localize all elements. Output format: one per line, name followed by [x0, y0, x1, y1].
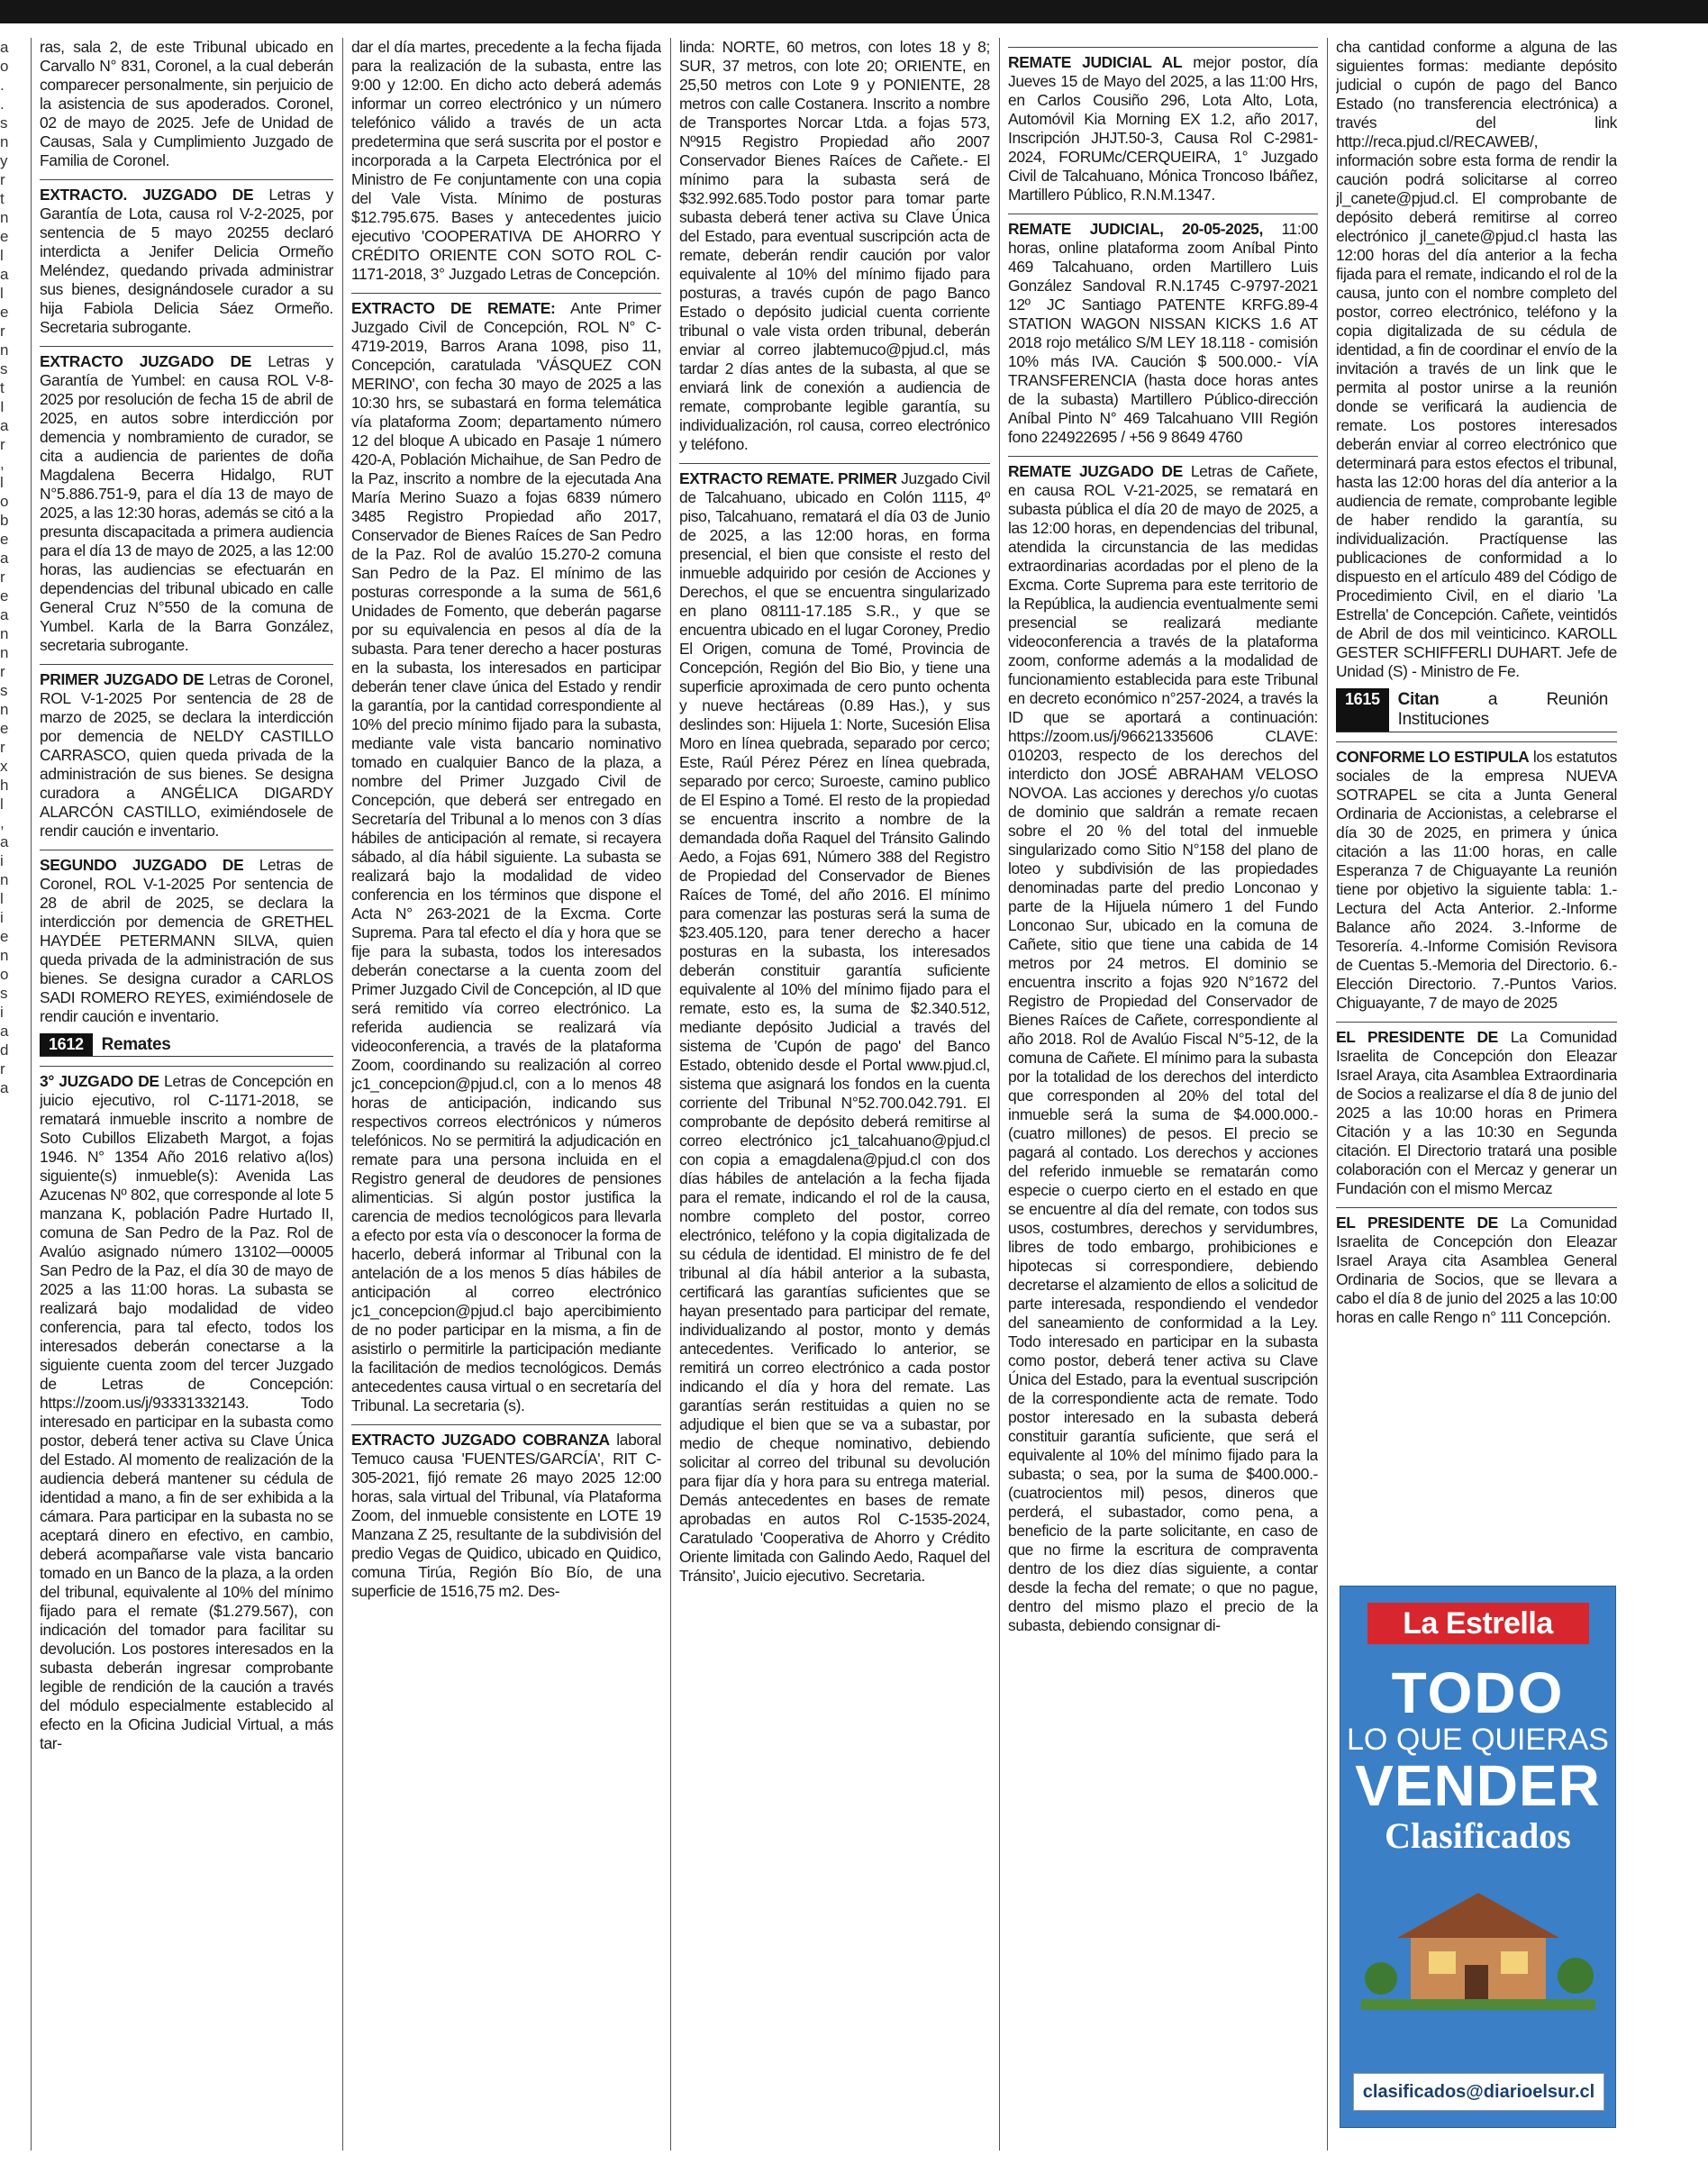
ad-headline-2: LO QUE QUIERAS [1347, 1723, 1609, 1757]
notice [40, 664, 333, 841]
notice [40, 346, 333, 655]
cropped-left-column [0, 38, 27, 2146]
section-label-bold: Citan [1397, 690, 1440, 709]
col5-notices [1336, 38, 1617, 681]
section-label: Remates [101, 1035, 171, 1054]
section-number: 1612 [40, 1033, 93, 1056]
notice-heading: REMATE JUDICIAL, 20-05-2025, [1008, 220, 1263, 238]
notice [40, 179, 333, 337]
notice-heading: EL PRESIDENTE DE [1336, 1214, 1498, 1232]
col1-notices [40, 38, 333, 1026]
section-header-remates [40, 1033, 333, 1057]
notice [351, 1424, 661, 1601]
col4-notices [1008, 47, 1318, 1635]
notice-body: Letras de Coronel, ROL V-1-2025 Por sentencia de 28 de abril de 2025, se declara la interdicción por demencia de GRETHEL HAYDÉE PETERMANN SILVA, quien queda privada de la administración de sus bienes. Se designa curador a CARLOS SADI ROMERO REYES, eximiéndosele de rendir caución e inventario. [40, 856, 333, 1025]
notice-body: dar el día martes, precedente a la fecha fijada para la realización de la subasta, entre las 9:00 y 12:00. En dicho acto deberá además informar un correo electrónico y un número telefónico válido a través de un acta predetermina que será suscrita por el postor e incorporada a la Carpeta Electrónica por el Ministro de Fe conjuntamente con una copia del Vale Vista. Mínimo de posturas $12.795.675. Bases y antecedentes juicio ejecutivo 'COOPERATIVA DE AHORRO Y CRÉDITO ORIENTE CON SOTO ROL C-1171-2018, 3° Juzgado Letras de Concepción. [351, 38, 661, 283]
newspaper-logo [1367, 1603, 1589, 1644]
notice-heading: EXTRACTO JUZGADO DE [40, 352, 251, 370]
notice [40, 1066, 333, 1753]
col2-notices [351, 38, 661, 1601]
col5b-notices [1336, 741, 1617, 1327]
notice-body: La Comunidad Israelita de Concepción don Eleazar Israel Araya, cita Asamblea Extraordinaria de Socios a realizarse el día 8 de junio del 2025 a las 10:00 horas en Primera Citación y a las 10:30 en Segunda citación. El Directorio tratará una posible colaboración con el Mercaz y generar un Fundación con el mismo Mercaz [1336, 1028, 1617, 1197]
notice [1336, 1207, 1617, 1327]
notice-heading: EXTRACTO DE REMATE: [351, 299, 556, 317]
notice-heading: SEGUNDO JUZGADO DE [40, 856, 244, 874]
notice-body: cha cantidad conforme a alguna de las siguientes formas: mediante depósito judicial o cupón de pago del Banco Estado (no transferencia electrónica) a través del link http://reca.pjud.cl/RECAWEB/, información sobre esta forma de rendir la caución podrá solicitarse al correo jl_canete@pjud.cl. El comprobante de depósito deberá remitirse al correo electrónico jl_canete@pjud.cl hasta las 12:00 horas del día anterior a la fecha fijada para el remate, indicando el rol de la causa, junto con el nombre completo del postor, correo electrónico, teléfono y la copia digitalizada de su cédula de identidad, a fin de coordinar el envío de la invitación a través de un link que le permita al postor unirse a la reunión donde se verificará la audiencia de remate. Los postores interesados deberán enviar al correo electrónico que determinará para estos efectos el tribunal, hasta las 12:00 horas del día anterior a la audiencia de remate, comprobante legible de haber rendido la garantía, su individualización. Practíquense las publicaciones de conformidad a lo dispuesto en el artículo 489 del Código de Procedimiento Civil, en el diario 'La Estrella' de Concepción. Cañete, veintidós de Abril de dos mil veinticinco. KAROLL GESTER SCHIFFERLI DUHART. Jefe de Unidad (S) - Ministro de Fe. [1336, 38, 1617, 680]
section-label-rest: a Reunión Instituciones [1397, 690, 1608, 729]
notice-heading: EXTRACTO. JUZGADO DE [40, 186, 254, 204]
notice-body: laboral Temuco causa 'FUENTES/GARCÍA', RIT C-305-2021, fijó remate 26 mayo 2025 12:00 horas, sala virtual del Tribunal, vía Plataforma Zoom, del inmueble consistente en LOTE 19 Manzana Z 25, resultante de la subdivisión del predio Vegas de Quidico, ubicado en Quidico, comuna Tirúa, Región Bío Bío, de una superficie de 1516,75 m2. Des- [351, 1431, 661, 1600]
notice-body: mejor postor, día Jueves 15 de Mayo del 2025, a las 11:00 Hrs, en Carlos Cousiño 296, Lota Alto, Lota, Automóvil Kia Morning EX 1.2, año 2017, Inscripción JHJT.50-3, Causa Rol C-2981-2024, FORUMc/CERQUEIRA, 1° Juzgado Civil de Talcahuano, Mónica Troncoso Ibáñez, Martillero Público, R.N.M.1347. [1008, 53, 1318, 204]
column-2 [351, 38, 661, 2155]
notice-body: Letras y Garantía de Yumbel: en causa ROL V-8-2025 por resolución de fecha 15 de abril de 2025, en autos sobre interdicción por demencia y nombramiento de curador, se cita a audiencia de parientes de doña Magdalena Becerra Hidalgo, RUT N°5.886.751-9, para el día 13 de mayo de 2025, a las 12:30 horas, además se citó a la presunta discapacitada a primera audiencia para el día 13 de mayo de 2025, a las 12:00 horas, las audiencias se efectuarán en dependencias del tribunal ubicado en calle General Cruz N°550 de la comuna de Yumbel. Karla de la Barra González, secretaria subrogante. [40, 352, 333, 654]
notice-heading: REMATE JUDICIAL AL [1008, 53, 1183, 71]
column-5 [1336, 38, 1617, 1569]
notice-body: Ante Primer Juzgado Civil de Concepción, ROL N° C-4719-2019, Barros Arana 1098, piso 11, Concepción, caratulada 'VÁSQUEZ CON MERINO', con fecha 30 mayo de 2025 a las 10:30 hrs, se subastará en forma telemática vía plataforma Zoom; departamento número 12 del bloque A ubicado en Pasaje 1 número 420-A, Población Michaihue, de San Pedro de la Paz, inscrito a nombre de la ejecutada Ana María Merino Suazo a fojas 6839 número 3485 Registro Propiedad año 2017, Conservador de Bienes Raíces de San Pedro de la Paz. Rol de avalúo 15.270-2 comuna San Pedro de la Paz. El mínimo de las posturas corresponde a la suma de 561,6 Unidades de Fomento, que deberán pagarse por su equivalencia en pesos al día de la subasta. Para tener derecho a hacer posturas en la subasta, los interesados en participar deberán tener clave única del Estado y rendir la garantía, por la cantidad correspondiente al 10% del precio mínimo fijado para la subasta, mediante vale vista bancario nominativo tomado en cualquier Banco de la plaza, a nombre del Primer Juzgado Civil de Concepción, que deberá ser entregado en Secretaría del Tribunal a lo menos con 3 días hábiles de anticipación al remate, si recayera sábado, al día hábil siguiente. La subasta se realizará bajo la modalidad de video conferencia en los términos que dispone el Acta N° 263-2021 de la Excma. Corte Suprema. Para tal efecto el día y hora que se fije para la subasta, todos los interesados deberán conectarse a la cuenta zoom del Primer Juzgado Civil de Concepción, al ID que será remitido vía correo electrónico. La referida audiencia se realizará vía videoconferencia, a través de la plataforma Zoom, coordinando su realización al correo jc1_concepcion@pjud.cl, con a lo menos 48 horas de anticipación, indicando sus respectivos correos electrónicos y números telefónicos. No se permitirá la adjudicación en remate para una persona incluida en el Registro general de deudores de pensiones alimenticias. Si algún postor justifica la carencia de medios tecnológicos para llevarla a efecto por esta vía o desconocer la forma de hacerlo, deberá informar al Tribunal con la antelación de a los menos 5 días hábiles de anticipación al correo electrónico jc1_concepcion@pjud.cl bajo apercibimiento de no poder participar en la misma, a fin de asistirlo o permitirle la participación mediante la facilitación de medios tecnológicos. Demás antecedentes causa virtual o en secretaría del Tribunal. La secretaria (s). [351, 299, 661, 1414]
notice [1008, 47, 1318, 205]
notice-heading: EL PRESIDENTE DE [1336, 1028, 1498, 1046]
ad-headline-4: Clasificados [1385, 1815, 1571, 1856]
notice-body: Letras y Garantía de Lota, causa rol V-2-2025, por sentencia de 5 mayo 20255 declaró interdicta a Jenifer Delicia Ormeño Meléndez, quedando privada administrar sus bienes, designándosele curador a su hija Fabiola Delicia Sáez Ormeño. Secretaria subrogante. [40, 186, 333, 336]
notice-body: los estatutos sociales de la empresa NUEVA SOTRAPEL se cita a Junta General Ordinaria de Accionistas, a celebrarse el día 30 de 2025, en primera y única citación a las 11:00 horas, en calle Esperanza 7 de Chiguayante La reunión tiene por objetivo la siguiente tabla: 1.-Lectura del Acta Anterior. 2.-Informe Balance año 2024. 3.-Informe de Tesorería. 4.-Informe Comisión Revisora de Cuentas 5.-Memoria del Directorio. 6.-Elección Directorio. 7.-Puntos Varios. Chiguayante, 7 de mayo de 2025 [1336, 748, 1617, 1012]
notice [40, 850, 333, 1026]
notice-body: ras, sala 2, de este Tribunal ubicado en Carvallo N° 831, Coronel, a la cual deberán comparecer personalmente, sin perjuicio de la asistencia de sus apoderados. Coronel, 02 de mayo de 2025. Jefe de Unidad de Causas, Sala y Cumplimiento Juzgado de Familia de Coronel. [40, 38, 333, 169]
brand-name: La Estrella [1403, 1606, 1553, 1641]
notice [40, 38, 333, 170]
classifieds-advertisement [1340, 1586, 1616, 2128]
notice [1336, 38, 1617, 681]
col1b-notices [40, 1066, 333, 1753]
notice [1008, 456, 1318, 1635]
notice-body: Juzgado Civil de Talcahuano, ubicado en Colón 1115, 4º piso, Talcahuano, rematará el día 03 de Junio de 2025, a las 12:00 horas, en forma presencial, el bien que consiste el resto del inmueble adquirido por cesión de Acciones y Derechos, el que se encuentra singularizado en plano 08111-17.185 S.R., y que se encuentra ubicado en el lugar Coroney, Predio El Origen, comuna de Tomé, Provincia de Concepción, Región del Bio Bio, y tiene una superficie aproximada de cero punto ochenta y nueve hectáreas (0.89 Has.), y sus deslindes son: Hijuela 1: Norte, Sucesión Elisa Moro en línea quebrada, separado por cerco; Este, Raúl Pérez Pérez en línea quebrada, separado por cerco; Suroeste, camino publico de El Espino a Tomé. El resto de la propiedad se encuentra inscrito a nombre de la demandada doña Raquel del Tránsito Galindo Aedo, a Fojas 691, Número 388 del Registro de Propiedad del Conservador de Bienes Raíces de Tomé, del año 2016. El mínimo para comenzar las posturas será la suma de $23.405.120, para tener derecho a hacer posturas en la subasta, los interesados deberán constituir garantía suficiente equivalente al 10% del mínimo fijado para el remate, esto es, la suma de $2.340.512, mediante depósito Judicial a través del sistema de 'Cupón de pago' del Banco Estado, obtenido desde el Portal www.pjud.cl, sistema que asignará los fondos en la cuenta corriente del Tribunal N°52.700.042.791. El comprobante de depósito deberá remitirse al correo electrónico jc1_talcahuano@pjud.cl con copia a emagdalena@pjud.cl con dos días hábiles de antelación a la fecha fijada para el remate, indicando el rol de la causa, nombre completo del postor, correo electrónico, teléfono y la copia digitalizada de su cédula de identidad. El ministro de fe del tribunal al día hábil anterior a la subasta, certificará las garantías suficientes que se hayan presentado para participar del remate, individualizando al postor, monto y demás antecedentes. Verificado lo anterior, se remitirá un correo electrónico a cada postor indicando el día y hora del remate. Las garantías serán restituidas a quien no se adjudique el bien que se va a subastar, por medio de cheque nominativo, debiendo solicitar al correo del tribunal su devolución para fijar día y hora para su entrega material. Demás antecedentes en bases de remate aprobadas en autos Rol C-1535-2024, Caratulado 'Cooperativa de Ahorro y Crédito Oriente limitada con Galindo Aedo, Raquel del Tránsito', Juicio ejecutivo. Secretaria. [679, 469, 990, 1585]
notice-body: Letras de Cañete, en causa ROL V-21-2025, se rematará en subasta pública el día 20 de mayo de 2025, a las 12:00 horas, en dependencias del tribunal, atendida la circunstancia de las medidas extraordinarias acordadas por el pleno de la Excma. Corte Suprema para este territorio de la República, la audiencia eventualmente semi presencial se realizará mediante videoconferencia a través de la plataforma zoom, conforme además a la modalidad de funcionamiento establecida para este Tribunal en decreto económico n°257-2024, a través la ID que se aportará a continuación: https://zoom.us/j/96621335606 CLAVE: 010203, respecto de los derechos del interdicto don JOSÉ ABRAHAM VELOSO NOVOA. Las acciones y derechos y/o cuotas de dominio que saldrán a remate recaen sobre el 20 % del total del inmueble singularizado como Sitio N°158 del plano de loteo y subdivisión de las propiedades denominadas parte del predio Lonconao y parte de la Hijuela número 1 del Fundo Lonconao Sur, ubicado en la comuna de Cañete, sitio que tiene una cabida de 14 metros por 24 metros. El dominio se encuentra inscrito a fojas 920 N°1672 del Registro de Propiedad del Conservador de Bienes Raíces de Cañete, correspondiente al año 2018. Rol de Avalúo Fiscal N°5-12, de la comuna de Cañete. El mínimo para la subasta por la totalidad de los derechos del interdicto que corresponden al 20% del total del inmueble será la suma de $4.000.000.- (cuatro millones) de pesos. El precio se pagará al contado. Los derechos y acciones del referido inmueble se rematarán como especie o cuerpo cierto en el estado en que se encuentre al día del remate, con todos sus usos, costumbres, derechos y servidumbres, libres de todo embargo, prohibiciones e hipotecas si correspondiere, debiendo decretarse el alzamiento de ellos a solicitud de parte interesada, respondiendo el vendedor del saneamiento de conformidad a la Ley. Todo interesado en participar en la subasta como postor, deberá tener activa su Clave Única del Estado, para la eventual suscripción de la correspondiente acta de remate. Todo postor interesado en la subasta deberá constituir garantía suficiente, que será el equivalente al 10% del mínimo fijado para la subasta; o sea, por la suma de $400.000.- (cuatrocientos mil) pesos, dineros que perderá, el subastador, como pena, a beneficio de la parte solicitante, en caso de que no firme la escritura de compraventa dentro de los diez días siguiente, a contar desde la fecha del remate; o que no pague, dentro del mismo plazo el precio de la subasta, debiendo consignar di- [1008, 462, 1318, 1634]
house-icon [1361, 1875, 1595, 2010]
notice [1008, 214, 1318, 447]
cropped-column-text: a o . . s n y r t n e l a l e r n s t I a r , l o b e a r e a n n r s n e r x h l , a i n l i e n o s i a d r a [0, 39, 9, 1096]
notice-body: La Comunidad Israelita de Concepción don Eleazar Israel Araya cita Asamblea General Ordinaria de Socios, que se llevara a cabo el día 8 de junio del 2025 a las 10:00 horas en calle Rengo n° 111 Concepción. [1336, 1214, 1617, 1326]
column-rule [342, 38, 343, 2150]
ad-email: clasificados@diarioelsur.cl [1353, 2073, 1604, 2111]
notice-body: Letras de Concepción en juicio ejecutivo, rol C-1171-2018, se rematará inmueble inscrito a nombre de Soto Cubillos Elizabeth Margot, a fojas 1946. N° 1354 Año 2016 relativo a(los) siguiente(s) inmueble(s): Avenida Las Azucenas Nº 802, que corresponde al lote 5 manzana K, población Padre Hurtado II, comuna de San Pedro de la Paz. Rol de Avalúo asignado número 13102—00005 San Pedro de la Paz, el día 30 de mayo de 2025 a las 11:00 horas. La subasta se realizará bajo modalidad de video conferencia, para tal efecto, todos los interesados deberán conectarse a la siguiente cuenta zoom del tercer Juzgado de Letras de Concepción: https://zoom.us/j/93331332143. Todo interesado en participar en la subasta como postor, deberá tener activa su Clave Única del Estado. Al momento de realización de la audiencia deberá mantener su cédula de identidad a mano, a fin de ser exhibida a la cámara. Para participar en la subasta no se aceptará dinero en efectivo, en cambio, deberá acompañarse vale vista bancario tomado en un Banco de la plaza, a la orden del tribunal, equivalente al 10% del mínimo fijado para el remate ($1.279.567), con indicación del tomador para facilitar su devolución. Los postores interesados en la subasta deberán ingresar comprobante legible de rendición de la caución a través del módulo especialmente establecido al efecto en la Oficina Judicial Virtual, a más tar- [40, 1072, 333, 1752]
notice-body: Letras de Coronel, ROL V-1-2025 Por sentencia de 28 de marzo de 2025, se declara la interdicción por demencia de NELDY CASTILLO CARRASCO, quien queda privada de la administración de sus bienes. Se designa curadora a ANGÉLICA DIGARDY ALARCÓN CASTILLO, eximiéndosele de rendir caución e inventario. [40, 670, 333, 840]
notice [351, 293, 661, 1415]
column-4 [1008, 38, 1318, 2155]
section-header-citan [1336, 688, 1617, 732]
column-1 [40, 38, 333, 2155]
notice [351, 38, 661, 284]
top-black-bar [0, 0, 1708, 23]
ad-headline-1: TODO [1391, 1660, 1565, 1725]
section-number: 1615 [1336, 688, 1389, 732]
notice-heading: EXTRACTO REMATE. PRIMER [679, 469, 897, 487]
notice-body: linda: NORTE, 60 metros, con lotes 18 y 8; SUR, 37 metros, con lote 20; ORIENTE, en 25,50 metros con Lote 9 y PONIENTE, 28 metros con calle Costanera. Inscrito a nombre de Transportes Norcar Ltda. a fojas 573, Nº915 Registro Propiedad año 2007 Conservador Bienes Raíces de Cañete.- El mínimo para la subasta será de $32.992.685.Todo postor para tomar parte subasta deberá tener activa su Clave Única del Estado, para eventual suscripción acta de remate, deberán rendir caución por valor equivalente al 10% del mínimo fijado para posturas, a través cupón de pago Banco Estado o depósito judicial cuenta corriente tribunal o vale vista orden tribunal, deberán enviar al correo jlabtemuco@pjud.cl, más tardar 2 días antes de la subasta, al que se enviará link de conexión a audiencia de remate, comprobante legible garantía, su individualización, rol causa, correo electrónico y teléfono. [679, 38, 990, 453]
notice-heading: REMATE JUZGADO DE [1008, 462, 1183, 480]
notice-heading: EXTRACTO JUZGADO COBRANZA [351, 1431, 610, 1449]
column-rule [1327, 38, 1328, 2150]
notice [1336, 1022, 1617, 1198]
col3-notices [679, 38, 990, 1586]
notice [679, 463, 990, 1586]
column-rule [31, 38, 32, 2150]
section-label [1389, 688, 1617, 732]
notice-body: 11:00 horas, online plataforma zoom Aníbal Pinto 469 Talcahuano, orden Martillero Luis González Sandoval R.N.1745 C-9797-2021 12º JC Santiago PATENTE KRFG.89-4 STATION WAGON NISSAN KICKS 1.6 AT 2018 rojo metálico S/M LEY 18.118 - comisión 10% más IVA. Caución $ 500.000.- VÍA TRANSFERENCIA (hasta doce horas antes de la subasta) Martillero Público-dirección Aníbal Pinto N° 469 Talcahuano VIII Región fono 224922695 / +56 9 8649 4760 [1008, 220, 1318, 446]
notice-heading: PRIMER JUZGADO DE [40, 670, 204, 688]
column-rule [670, 38, 671, 2150]
column-rule [999, 38, 1000, 2150]
notice-heading: CONFORME LO ESTIPULA [1336, 748, 1530, 766]
notice [679, 38, 990, 454]
notice [1336, 741, 1617, 1013]
notice-heading: 3° JUZGADO DE [40, 1072, 159, 1090]
house-illustration [1361, 1875, 1595, 2010]
column-3 [679, 38, 990, 2155]
ad-headline-3: VENDER [1355, 1753, 1601, 1818]
